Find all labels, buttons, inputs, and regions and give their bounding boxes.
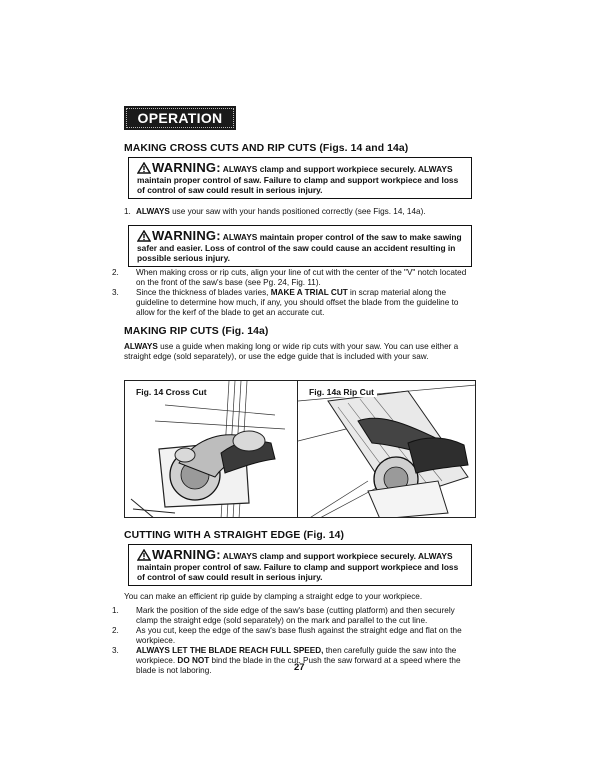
- rip-cut-illustration: [298, 381, 475, 517]
- rip-paragraph: [124, 342, 476, 362]
- warning-body: maintain proper control of saw. Failure to clamp and support workpiece and loss of control of saw could result in serious injury.: [137, 175, 459, 195]
- warning-body: safer and easier. Loss of control of the saw could cause an accident resulting in possible serious injury.: [137, 243, 456, 263]
- step-number: 2.: [112, 626, 119, 635]
- step-text: Since the thickness of blades varies,: [136, 288, 271, 297]
- step-bold: DO NOT: [177, 656, 210, 665]
- warning-triangle-icon: [137, 230, 151, 242]
- warning-box-2: [128, 225, 472, 267]
- step-text: When making cross or rip cuts, align your line of cut with the center of the "V" notch located on the front of the saw's base (see Pg. 24, Fig. 11).: [136, 268, 467, 287]
- figure-14-cross-cut: [125, 381, 295, 517]
- step-text: then carefully guide the saw into the workpiece.: [136, 646, 457, 665]
- para-text: use a guide when making long or wide rip cuts with your saw. You can use either a straight edge (sold separately), or use the edge guide that is included with your saw.: [124, 342, 459, 361]
- figures-panel: [124, 380, 476, 518]
- warning-lead: ALWAYS clamp and support workpiece securely. ALWAYS: [222, 164, 453, 174]
- steps-2-3: [112, 268, 476, 318]
- list-item: [112, 288, 476, 318]
- list-item: [112, 268, 476, 288]
- figure-label: Fig. 14a Rip Cut: [306, 387, 377, 397]
- banner-title: OPERATION cont.: [126, 108, 234, 128]
- warning-lead: ALWAYS maintain proper control of the saw to make sawing: [222, 232, 462, 242]
- figure-14a-rip-cut: [297, 381, 475, 517]
- step-text: bind the blade in the cut. Push the saw forward at a speed where the blade is not laboring.: [136, 656, 461, 675]
- step-number: 3.: [112, 288, 119, 297]
- warning-label: WARNING:: [152, 160, 221, 175]
- step-text: Mark the position of the side edge of the saw's base (cutting platform) and then securely clamp the straight edge (sold separately) on the mark and parallel to the cut line.: [136, 606, 455, 625]
- list-item: [112, 606, 476, 626]
- list-item: [112, 626, 476, 646]
- warning-lead: ALWAYS clamp and support workpiece securely. ALWAYS: [222, 551, 453, 561]
- heading-straight-edge: CUTTING WITH A STRAIGHT EDGE (Fig. 14): [124, 530, 345, 541]
- step-1: [124, 207, 476, 217]
- step-number: 1.: [124, 207, 131, 216]
- warning-box-1: [128, 157, 472, 199]
- warning-body: maintain proper control of saw. Failure to clamp and support workpiece and loss of control of saw could result in serious injury.: [137, 562, 459, 582]
- section-banner: [124, 106, 236, 144]
- step-bold: ALWAYS LET THE BLADE REACH FULL SPEED,: [136, 646, 324, 655]
- straight-edge-intro: You can make an efficient rip guide by clamping a straight edge to your workpiece.: [124, 592, 423, 601]
- figure-label: Fig. 14 Cross Cut: [133, 387, 210, 397]
- para-bold: ALWAYS: [124, 342, 158, 351]
- warning-triangle-icon: [137, 162, 151, 174]
- step-number: 1.: [112, 606, 119, 615]
- warning-label: WARNING:: [152, 547, 221, 562]
- step-bold: ALWAYS: [136, 207, 170, 216]
- step-bold: MAKE A TRIAL CUT: [270, 288, 348, 297]
- step-text: in scrap material along the guideline to determine how much, if any, you should offset the blade from the guideline to allow for the kerf of the blade to get an accurate cut.: [136, 288, 459, 317]
- step-text: As you cut, keep the edge of the saw's base flush against the straight edge and flat on the workpiece.: [136, 626, 462, 645]
- step-text: use your saw with your hands positioned correctly (see Figs. 14, 14a).: [169, 207, 426, 216]
- warning-triangle-icon: [137, 549, 151, 561]
- step-number: 3.: [112, 646, 119, 655]
- cross-cut-illustration: [125, 381, 295, 517]
- step-number: 2.: [112, 268, 119, 277]
- warning-label: WARNING:: [152, 228, 221, 243]
- heading-rip-cuts: MAKING RIP CUTS (Fig. 14a): [124, 326, 269, 337]
- heading-cross-rip-cuts: MAKING CROSS CUTS AND RIP CUTS (Figs. 14 and 14a): [124, 143, 409, 154]
- warning-box-3: [128, 544, 472, 586]
- page-number: 27: [294, 662, 305, 673]
